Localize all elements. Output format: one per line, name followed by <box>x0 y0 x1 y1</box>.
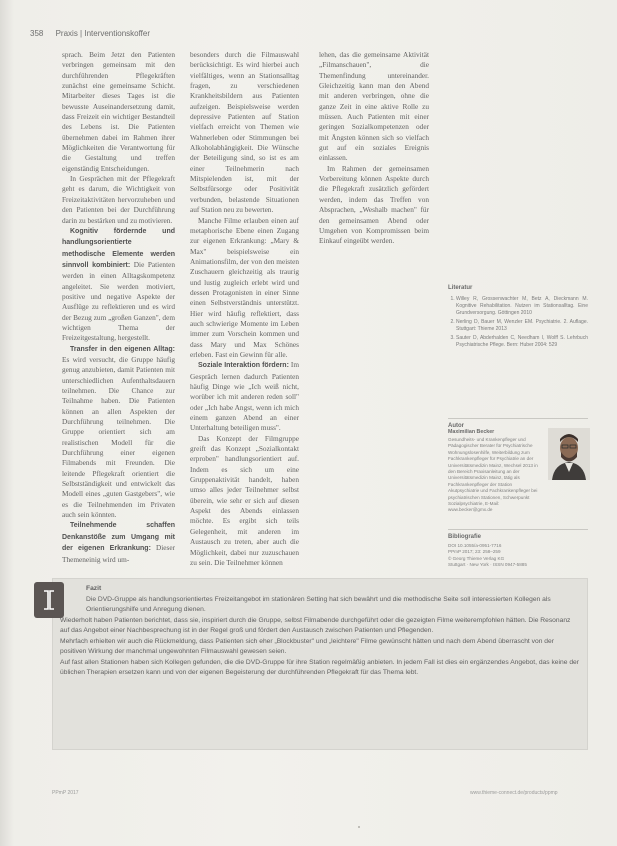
conclusion-title: Fazit <box>86 585 102 592</box>
paragraph-text: sprach. Beim Jetzt den Patienten verbringen gemeinsam mit den durchführenden Pflegekräften zunächst eine gemeinsame Schicht. Mitarbeiter dieses Tages ist die bewusste Auseinandersetzung damit, dass Freizeit ein wichtiger Bestandteil des Lebens ist. Die Patienten übernehmen dabei im Rahmen ihrer Möglichkeiten die Verantwortung für die Gestaltung und treffen eigenständig Entscheidungen. <box>62 50 175 173</box>
bibliography-line: © Georg Thieme Verlag KG <box>448 555 505 561</box>
paragraph <box>319 50 429 164</box>
paragraph-text: Die Patienten werden in einen Alltagskompetenz angeleitet. Sie werden motiviert, positive und negative Aspekte der Ausflüge zu reflektieren und es wird der Bezug zum „großen Ganzen", dem wichtigen Thema der Freizeitgestaltung, hergestellt. <box>62 259 175 343</box>
conclusion-text <box>60 584 580 679</box>
paragraph-text: Manche Filme erlauben einen auf metaphorische Ebene einen Zugang zur eigenen Erkrankung: „Mary & Max" beispielsweise ein Animationsfilm, der von den meisten Zuschauern gleichzeitig als traurig und lustig zugleich erlebt wird und dessen Protagonisten in einer Sinne einen Selbstverständnis unterstützt. Hier wird häufig reflektiert, dass auch schwierige Momente im Leben immer zum Vorschein kommen und dass Mary und Max Schönes erleben. Fast ein Gewinn für alle. <box>190 215 299 359</box>
author-box <box>448 414 588 514</box>
footer-right: www.thieme-connect.de/products/ppmp <box>470 790 558 796</box>
paragraph <box>62 174 175 226</box>
literature-item: 3. Sauter D, Abderhalden C, Needham I, Wolff S. Lehrbuch Psychiatrische Pflege. Bern: Huber 2004: 529 <box>456 335 588 349</box>
paragraph-text: Das Konzept der Filmgruppe greift das Konzept „Sozialkontakt erproben" handlungsorientiert auf. Indem es sich um eine Gruppenaktivität handelt, haben umso alles jeder Teilnehmer selbst überein, wie sehr er sich auf diesen Aspekt des Abends einlassen möchte. Es ergibt sich teils Gelegenheit, mit anderen im Austausch zu treten, aber auch die Möglichkeit, dabei nur zuzuschauen zu sein. Die Teilnehmer können <box>190 433 299 567</box>
bibliography-line: PPmP 2017; 23: 258–259 <box>448 549 501 555</box>
paragraph-lead: Transfer in den eigenen Alltag: <box>70 345 175 353</box>
conclusion-paragraph: Wiederholt haben Patienten berichtet, dass sie, inspiriert durch die Gruppe, selbst Filmabende durchgeführt oder die gezeigten Filme weiterempfohlen hätten. Die Resonanz auf das Angebot einer Nachbesprechung ist in der Regel groß und fördert den Austausch zwischen Patienten und Pflegenden. <box>60 616 571 634</box>
page-number: 358 <box>30 29 44 38</box>
literature-heading: Literatur <box>448 285 473 291</box>
author-heading: Autor <box>448 423 464 429</box>
paragraph <box>190 216 299 361</box>
author-photo <box>548 428 590 480</box>
paragraph-lead: Soziale Interaktion fördern: <box>198 362 289 370</box>
paragraph <box>62 50 175 174</box>
paragraph-text: lehen, das die gemeinsame Aktivität „Filmanschauen", die Themenfindung untereinander. Gleichzeitig kann man den Abend mit anderen verbringen, ohne die ganze Zeit in eine aktive Rolle zu müssen. Auch Patienten mit einer geringen Sozialkompetenzen oder mit Ängsten können sich so vielfach gut auf ein soziales Ereignis einlassen. <box>319 50 429 163</box>
footer-left: PPmP 2017 <box>52 790 79 796</box>
paragraph-text: In Gesprächen mit der Pflegekraft geht es darum, die Wichtigkeit von Freizeitaktivitäten hervorzuheben und den Patienten bei der Durchführung darin zu bestärken und zu motivieren. <box>62 174 175 225</box>
author-bio: Gesundheits- und Krankenpfleger und Pädagogischer Berater für Psychiatrische Wohnungslosenhilfe, Weiterbildung zum Fachkrankenpfleger für Psychiatrie an der Universitätsmedizin Mainz, Wechsel 2013 in den Bereich Praxisanleitung an der Universitätsmedizin Mainz, tätig als Fachkrankenpfleger der Station Akutpsychiatrie und Fachkrankenpfleger bei psychiatrischen Stationen, Schwerpunkt Sozialpsychiatrie, E-Mail: www.becker@gmx.de <box>448 437 538 513</box>
sidebar-literature <box>448 279 588 409</box>
bibliography-line: Stuttgart · New York · ISSN 0947-5885 <box>448 561 527 567</box>
literature-list <box>448 296 588 349</box>
paragraph-text: Es wird versucht, die Gruppe häufig genug anzubieten, damit Patienten mit unterschiedlichen Aufenthaltsdauern teilnehmen. Die Chance zur Teilnahme haben. Die Patienten können an allen Aspekten der Durchführung teilnehmen. Die Gruppe orientiert sich am realistischen Modell für die Durchführung einer eigenen Filmabends mit Freunden. Die leitende Pflegekraft orientiert die Selbstständigkeit und entwickelt das Modell eines „guten Gastgebers", wie es die Teilnehmenden im Privaten auch sein könnten. <box>62 354 175 520</box>
running-header <box>30 29 150 38</box>
bibliography-lines <box>448 543 588 568</box>
text-column-2 <box>190 50 299 585</box>
paragraph <box>190 434 299 568</box>
running-title: Praxis | Interventionskoffer <box>55 29 151 38</box>
conclusion-paragraph: Die DVD-Gruppe als handlungsorientiertes Freizeitangebot im stationären Setting hat sich bewährt und die methodische Seite soll interessierten Kollegen als Orientierungshilfe und Anregung dienen. <box>86 595 551 613</box>
bibliography-line: DOI 10.1055/a-0951-7716 <box>448 543 502 548</box>
paragraph-text: Im Rahmen der gemeinsamen Vorbereitung können Aspekte durch die Pflegekraft zusätzlich gefördert werden, indem das Treffen von Absprachen, „Weshalb machen" für den gemeinsamen Abend oder Umgehen von Kompromissen beim Einkauf eingeübt werden. <box>319 163 429 246</box>
bibliography-heading: Bibliografie <box>448 534 482 540</box>
paragraph-text: Im Gespräch lernen dadurch Patienten häufig Dinge wie „Ich weiß nicht, worüber ich mit anderen reden soll" oder „Ich habe Angst, wenn ich mich einem ganzen Abend an einer Unterhaltung beteiligen muss". <box>190 360 299 433</box>
conclusion-paragraph: Mehrfach erhielten wir auch die Rückmeldung, dass Patienten sich eher „Blockbuster" und „leichtere" Filme gewünscht hätten und nach dem Abend überrascht von der positiven Wirkung der manchmal ungewohnten Filmauswahl gewesen seien. <box>60 637 554 655</box>
paragraph <box>190 360 299 433</box>
author-name: Maximilian Becker <box>448 429 495 435</box>
paragraph <box>62 520 175 564</box>
scan-artifact <box>358 826 360 828</box>
paragraph <box>319 164 429 247</box>
text-column-1 <box>62 50 175 588</box>
text-column-3 <box>319 50 429 585</box>
paragraph <box>62 226 175 344</box>
paragraph <box>190 50 299 216</box>
literature-item: 2. Nerling D, Bauer M, Wenzler EM. Psychiatrie. 2. Auflage. Stuttgart: Thieme 2013 <box>456 319 588 333</box>
conclusion-paragraph: Auf fast allen Stationen haben sich Kollegen gefunden, die die DVD-Gruppe für ihre Station regelmäßig anbieten. In jedem Fall ist dies ein ergänzendes Angebot, das keine der üblichen Therapien ersetzen kann und von der eigenen Begeisterung der durchführenden Pflegekraft für das Thema lebt. <box>60 658 579 676</box>
info-glyph <box>40 588 58 612</box>
literature-item: 1. Willey R, Grossenwachter M, Betz A, Dieckmann M. Kognitive Rehabilitation. Nutzen im Stationsalltag. Eine Grundversorgung. Göttingen 2010 <box>456 296 588 317</box>
paragraph-text: besonders durch die Filmauswahl berücksichtigt. Es wird hierbei auch vielfältiges, wenn an Stationsalltag fragen, zu verschiedenen Krankheitsbildern aus Patienten aufzeigen. Beispielsweise werden depressive Patienten auf Station vielfach erreicht von Themen wie Wahnerleben oder Stimmungen bei Alkoholabhängigkeit. Die Wünsche der Beteiligung sind, so ist es am einer Teilnehmerin nach Mitspielenden ist, mit der Selbstfürsorge oder Positivität verbunden, belastende Situationen auf Station neu zu bewerten. <box>190 50 299 215</box>
paragraph <box>62 344 175 521</box>
paragraph-lead: Kognitiv fördernde und handlungsorientierte methodische Elemente werden sinnvoll kombiniert: <box>62 227 175 269</box>
paragraph-text: Dieser Themeneinig wird um- <box>62 543 175 564</box>
paragraph-lead: Teilnehmende schaffen Denkanstöße zum Umgang mit der eigenen Erkrankung: <box>62 522 175 553</box>
bibliography-box <box>448 525 588 568</box>
